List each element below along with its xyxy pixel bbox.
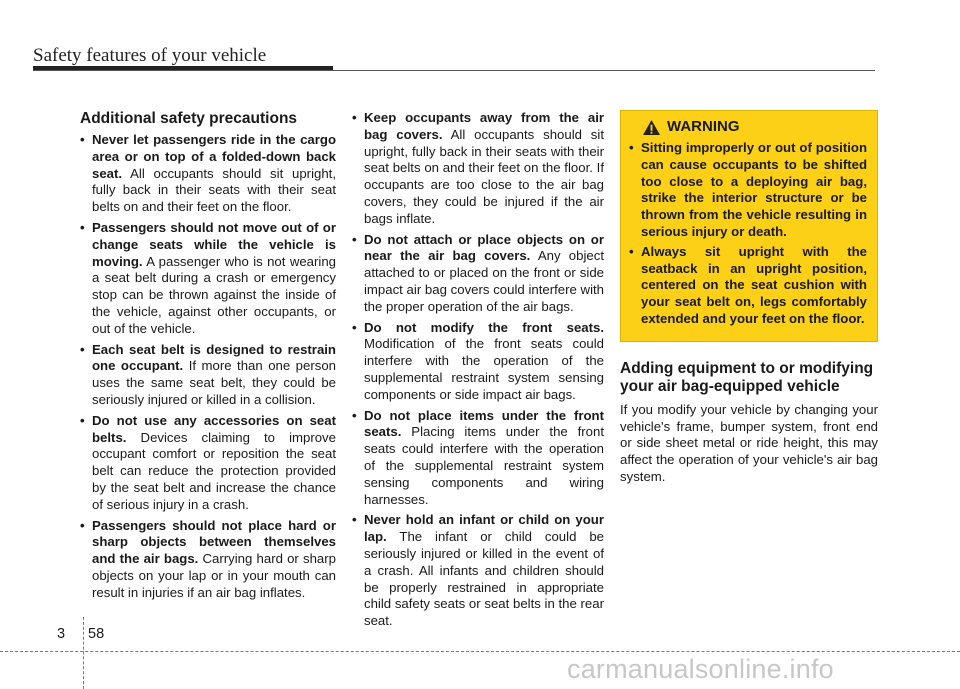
column-left	[80, 110, 336, 606]
chapter-number: 3	[57, 626, 66, 642]
list-item: • Do not modify the front seats. Modification of the front seats could interfere with the operation of the supplemental restraint system sensing components or side impact air bags.	[352, 320, 604, 404]
header-rule-thin	[33, 70, 875, 71]
list-item: • Keep occupants away from the air bag covers. All occupants should sit upright, fully back in their seats with their seat belts on and their feet on the floor. If occupants are too close to the air bag covers, they could be injured if the air bags inflate.	[352, 110, 604, 228]
column-middle	[352, 110, 604, 634]
page-header-title: Safety features of your vehicle	[33, 45, 267, 66]
list-item: • Never let passengers ride in the cargo area or on top of a folded-down back seat. All occupants should sit upright, fully back in their seats with their seat belts on and their feet on the floor.	[80, 132, 336, 216]
column-right	[620, 110, 878, 486]
warning-title-text: WARNING	[667, 118, 740, 136]
list-item: • Do not attach or place objects on or near the air bag covers. Any object attached to or placed on the front or side impact air bag covers could interfere with the proper operation of the air bags.	[352, 232, 604, 316]
section-heading-adding-equipment: Adding equipment to or modifying your air bag-equipped vehicle	[620, 359, 874, 395]
section-equipment	[620, 360, 878, 486]
warning-triangle-icon	[642, 119, 661, 136]
warning-title	[642, 119, 867, 136]
list-item: • Do not use any accessories on seat belts. Devices claiming to improve occupant comfort or reposition the seat belt can reduce the protection provided by the seat belt and increase the chance of serious injury in a crash.	[80, 413, 336, 514]
footer-rule-horizontal	[0, 651, 960, 652]
warning-item: • Always sit upright with the seatback in an upright position, centered on the seat cushion with your seat belt on, legs comfortably extended and your feet on the floor.	[629, 244, 867, 328]
list-item: • Passengers should not place hard or sharp objects between themselves and the air bags. Carrying hard or sharp objects on your lap or in your mouth can result in injuries if an air bag inflates.	[80, 518, 336, 602]
list-item: • Do not place items under the front seats. Placing items under the front seats could interfere with the operation of the supplemental restraint system sensing components and wiring harnesses.	[352, 408, 604, 509]
watermark-text: carmanualsonline.info	[567, 654, 834, 684]
footer-rule-vertical	[83, 617, 84, 689]
list-item: • Never hold an infant or child on your lap. The infant or child could be seriously injured or killed in the event of a crash. All infants and children should be properly restrained in appropriate child safety seats or seat belts in the rear seat.	[352, 512, 604, 630]
list-item: • Each seat belt is designed to restrain one occupant. If more than one person uses the same seat belt, they could be seriously injured or killed in a collision.	[80, 342, 336, 409]
warning-box	[620, 110, 878, 342]
warning-item: • Sitting improperly or out of position can cause occupants to be shifted too close to a deploying air bag, strike the interior structure or be thrown from the vehicle resulting in serious injury or death.	[629, 140, 867, 241]
page-number: 58	[88, 626, 105, 642]
list-item: • Passengers should not move out of or change seats while the vehicle is moving. A passenger who is not wearing a seat belt during a crash or emergency stop can be thrown against the inside of the vehicle, against other occupants, or out of the vehicle.	[80, 220, 336, 338]
section-heading-safety-precautions: Additional safety precautions	[80, 110, 298, 127]
section-paragraph: If you modify your vehicle by changing your vehicle's frame, bumper system, front end or side sheet metal or ride height, this may affect the operation of your vehicle's air bag system.	[620, 401, 878, 484]
